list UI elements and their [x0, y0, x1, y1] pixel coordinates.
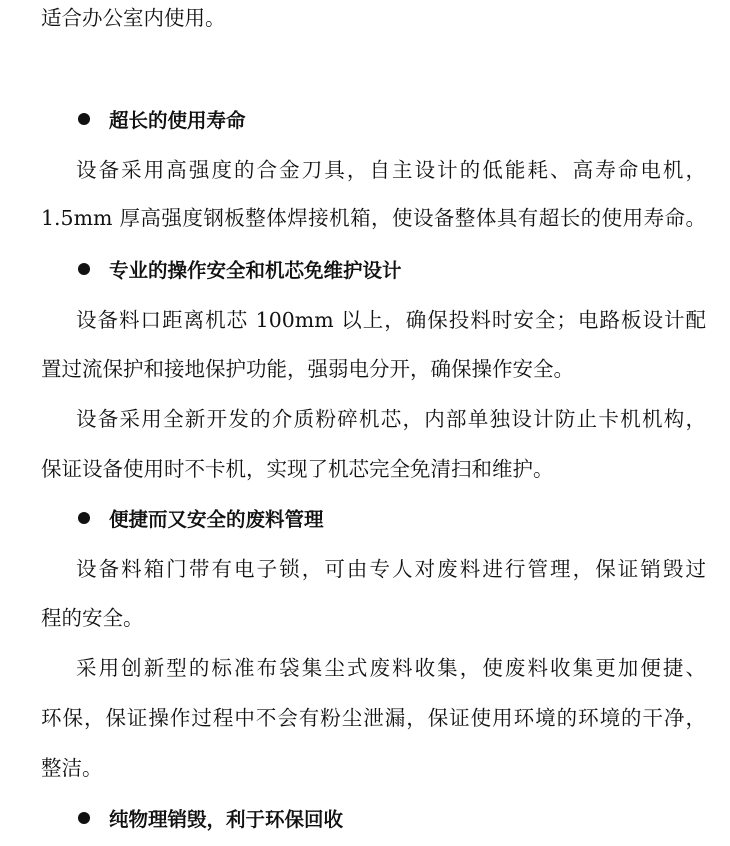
bullet-icon [78, 263, 90, 275]
paragraph-line: 置过流保护和接地保护功能，强弱电分开，确保操作安全。 [41, 357, 574, 381]
section-heading-text: 专业的操作安全和机芯免维护设计 [109, 259, 402, 282]
paragraph-line: 采用创新型的标准布袋集尘式废料收集，使废料收集更加便捷、 [76, 656, 706, 680]
section-heading-lifespan [78, 104, 706, 134]
paragraph-line: 设备料箱门带有电子锁，可由专人对废料进行管理，保证销毁过 [76, 557, 706, 581]
paragraph-line: 设备料口距离机芯 100mm 以上，确保投料时安全；电路板设计配 [76, 308, 706, 332]
paragraph-line: 设备采用全新开发的介质粉碎机芯，内部单独设计防止卡机机构， [76, 407, 706, 431]
section-heading-safety [78, 254, 706, 284]
section-heading-text: 纯物理销毁，利于环保回收 [109, 808, 344, 831]
section-heading-waste [78, 503, 706, 533]
paragraph-line: 整洁。 [41, 756, 103, 780]
paragraph-line: 环保，保证操作过程中不会有粉尘泄漏，保证使用环境的环境的干净， [41, 706, 706, 730]
bullet-icon [78, 512, 90, 524]
section-heading-text: 便捷而又安全的废料管理 [109, 508, 324, 531]
section-heading-text: 超长的使用寿命 [109, 109, 246, 132]
paragraph-line: 1.5mm 厚高强度钢板整体焊接机箱，使设备整体具有超长的使用寿命。 [41, 206, 706, 230]
paragraph-line: 设备采用高强度的合金刀具，自主设计的低能耗、高寿命电机， [76, 158, 706, 182]
section-heading-recycling [78, 803, 706, 833]
bullet-icon [78, 113, 90, 125]
paragraph-line: 保证设备使用时不卡机，实现了机芯完全免清扫和维护。 [41, 457, 554, 481]
bullet-icon [78, 812, 90, 824]
paragraph-line: 程的安全。 [41, 606, 144, 630]
intro-tail-line: 适合办公室内使用。 [41, 6, 226, 30]
